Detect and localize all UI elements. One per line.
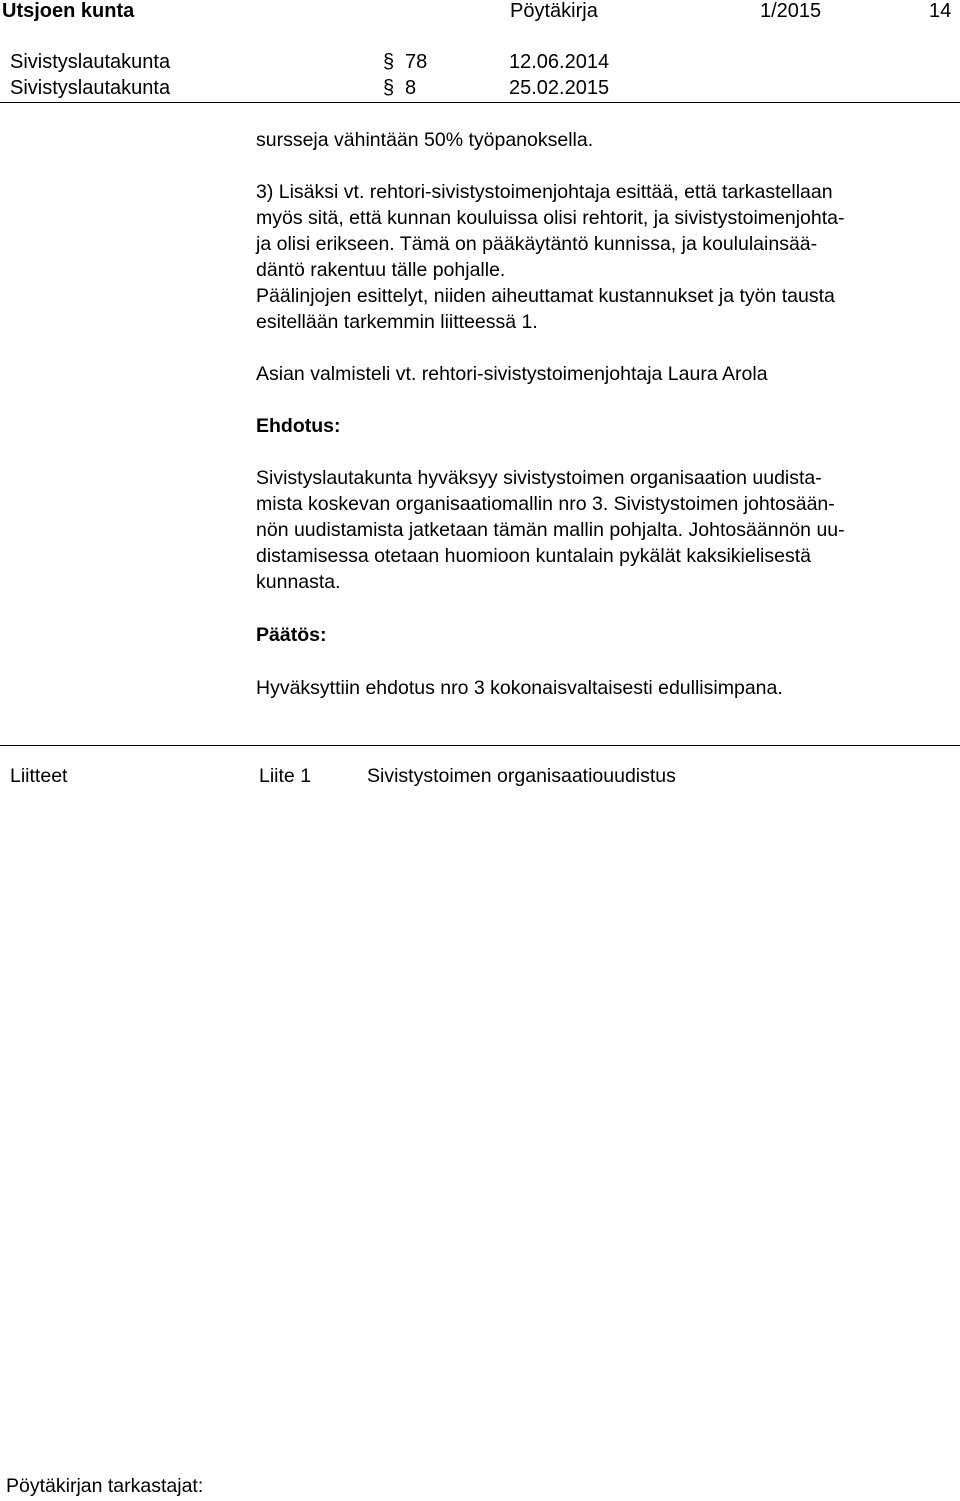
decision-heading: Päätös: xyxy=(256,624,327,646)
document-type: Pöytäkirja xyxy=(510,0,598,22)
attachment-id: Liite 1 xyxy=(259,765,312,787)
body-text xyxy=(256,127,956,701)
municipality-name: Utsjoen kunta xyxy=(2,0,135,22)
attachments-label: Liitteet xyxy=(10,765,68,787)
page-number: 14 xyxy=(929,0,952,22)
proposal-text: Sivistyslautakunta hyväksyy sivistystoimen organisaation uudista- mista koskevan organisaatiomallin nro 3. Sivistystoimen johtosään- nön uudistamista jatketaan tämän mallin pohjalta. Johtosäännön uu- distamisessa otetaan huomioon kuntalain pykälät kaksikielisestä kunnasta. xyxy=(256,467,845,593)
attachments-divider xyxy=(0,745,960,746)
meeting-date-2: 25.02.2015 xyxy=(509,77,610,99)
attachment-title: Sivistystoimen organisaatiouudistus xyxy=(367,765,676,787)
paragraph-continuation: sursseja vähintään 50% työpanoksella. xyxy=(256,129,594,151)
section-number-1: 78 xyxy=(405,51,428,73)
header-divider xyxy=(0,102,960,103)
paragraph-proposal-3: 3) Lisäksi vt. rehtori-sivistystoimenjohtaja esittää, että tarkastellaan myös sitä, että kunnan kouluissa olisi rehtorit, ja sivistystoimenjohta- ja olisi erikseen. Tämä on pääkäytäntö kunnissa, ja koululainsää- däntö rakentuu tälle pohjalle. Päälinjojen esittelyt, niiden aiheuttamat kustannukset ja työn tausta esitellään tarkemmin liitteessä 1. xyxy=(256,181,845,333)
meeting-date-1: 12.06.2014 xyxy=(509,51,610,73)
section-number-2: 8 xyxy=(405,77,417,99)
document-number: 1/2015 xyxy=(760,0,822,22)
proposal-heading: Ehdotus: xyxy=(256,415,341,437)
reviewers-label: Pöytäkirjan tarkastajat: xyxy=(6,1475,204,1497)
board-name-1: Sivistyslautakunta xyxy=(10,51,171,73)
board-name-2: Sivistyslautakunta xyxy=(10,77,171,99)
decision-text: Hyväksyttiin ehdotus nro 3 kokonaisvaltaisesti edullisimpana. xyxy=(256,677,783,699)
section-symbol-2: § xyxy=(383,77,395,99)
preparer-line: Asian valmisteli vt. rehtori-sivistystoimenjohtaja Laura Arola xyxy=(256,363,768,385)
section-symbol-1: § xyxy=(383,51,395,73)
